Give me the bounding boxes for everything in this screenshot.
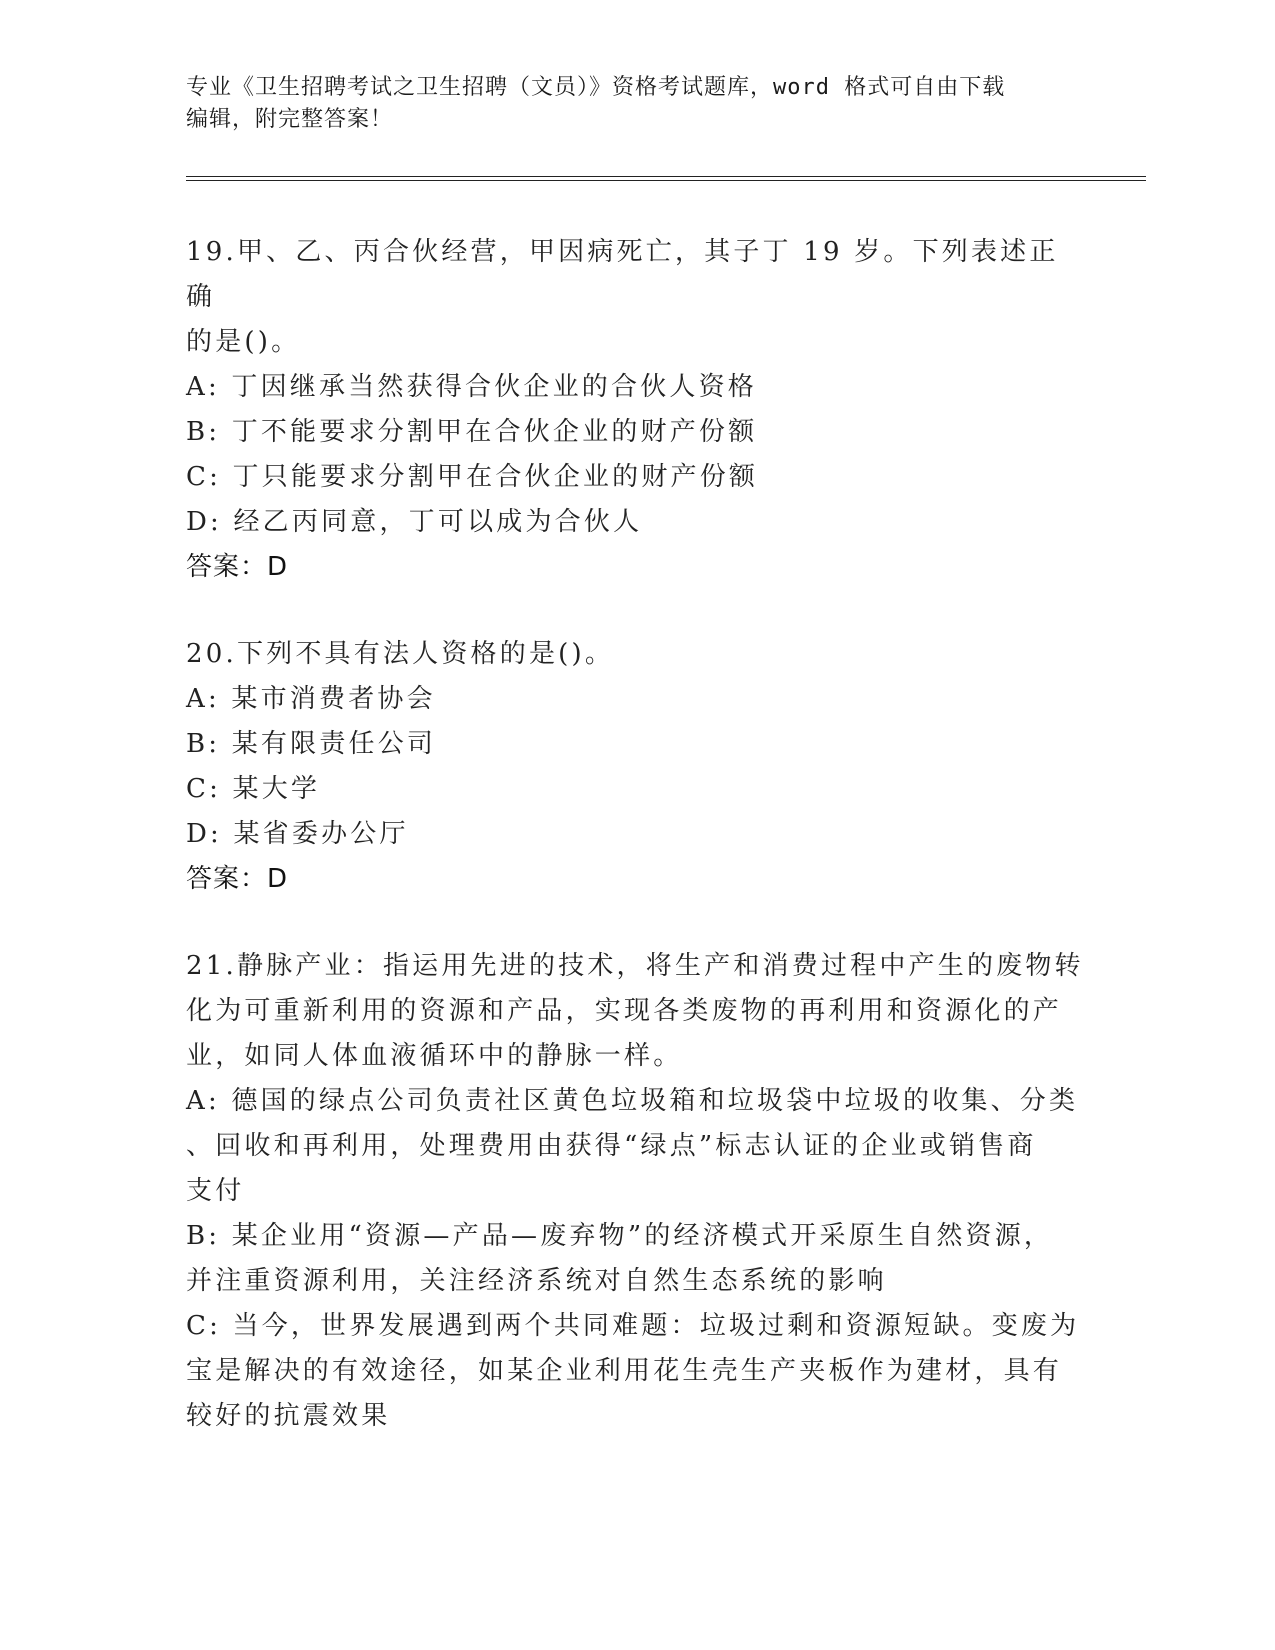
option-b: B: 某企业用“资源—产品—废弃物”的经济模式开采原生自然资源， <box>186 1221 1054 1251</box>
question-21 <box>186 944 1086 1439</box>
question-list <box>186 230 1086 1481</box>
question-stem-line: 19.甲、乙、丙合伙经营，甲因病死亡，其子丁 19 岁。下列表述正确 <box>186 237 1059 312</box>
option-a: A: 某市消费者协会 <box>186 684 436 714</box>
option-a: A: 德国的绿点公司负责社区黄色垃圾箱和垃圾袋中垃圾的收集、分类 <box>186 1086 1079 1116</box>
question-19 <box>186 230 1086 590</box>
question-stem-line: 化为可重新利用的资源和产品，实现各类废物的再利用和资源化的产 <box>186 996 1063 1026</box>
header-line-2: 编辑，附完整答案！ <box>186 107 394 132</box>
option-a: A: 丁因继承当然获得合伙企业的合伙人资格 <box>186 372 758 402</box>
option-a-continued: 支付 <box>186 1176 245 1206</box>
option-c-continued: 较好的抗震效果 <box>186 1401 391 1431</box>
question-stem-line: 21.静脉产业：指运用先进的技术，将生产和消费过程中产生的废物转 <box>186 951 1084 981</box>
document-header <box>186 72 1086 136</box>
option-c-continued: 宝是解决的有效途径，如某企业利用花生壳生产夹板作为建材，具有 <box>186 1356 1063 1386</box>
option-c: C: 当今，世界发展遇到两个共同难题：垃圾过剩和资源短缺。变废为 <box>186 1311 1080 1341</box>
header-line-1: 专业《卫生招聘考试之卫生招聘（文员）》资格考试题库，word 格式可自由下载 <box>186 75 1006 100</box>
option-c: C: 丁只能要求分割甲在合伙企业的财产份额 <box>186 462 759 492</box>
option-d: D: 经乙丙同意，丁可以成为合伙人 <box>186 507 643 537</box>
option-d: D: 某省委办公厅 <box>186 819 409 849</box>
question-stem-line: 的是()。 <box>186 327 301 357</box>
option-b: B: 某有限责任公司 <box>186 729 437 759</box>
header-divider-top <box>186 176 1146 177</box>
option-b-continued: 并注重资源利用，关注经济系统对自然生态系统的影响 <box>186 1266 887 1296</box>
question-stem-line: 20.下列不具有法人资格的是()。 <box>186 639 615 669</box>
option-a-continued: 、回收和再利用，处理费用由获得“绿点”标志认证的企业或销售商 <box>186 1131 1037 1161</box>
question-stem-line: 业，如同人体血液循环中的静脉一样。 <box>186 1041 683 1071</box>
answer-label: 答案：D <box>186 864 289 894</box>
option-c: C: 某大学 <box>186 774 321 804</box>
question-20 <box>186 632 1086 902</box>
header-divider-bottom <box>186 180 1146 181</box>
answer-label: 答案：D <box>186 552 289 582</box>
option-b: B: 丁不能要求分割甲在合伙企业的财产份额 <box>186 417 758 447</box>
